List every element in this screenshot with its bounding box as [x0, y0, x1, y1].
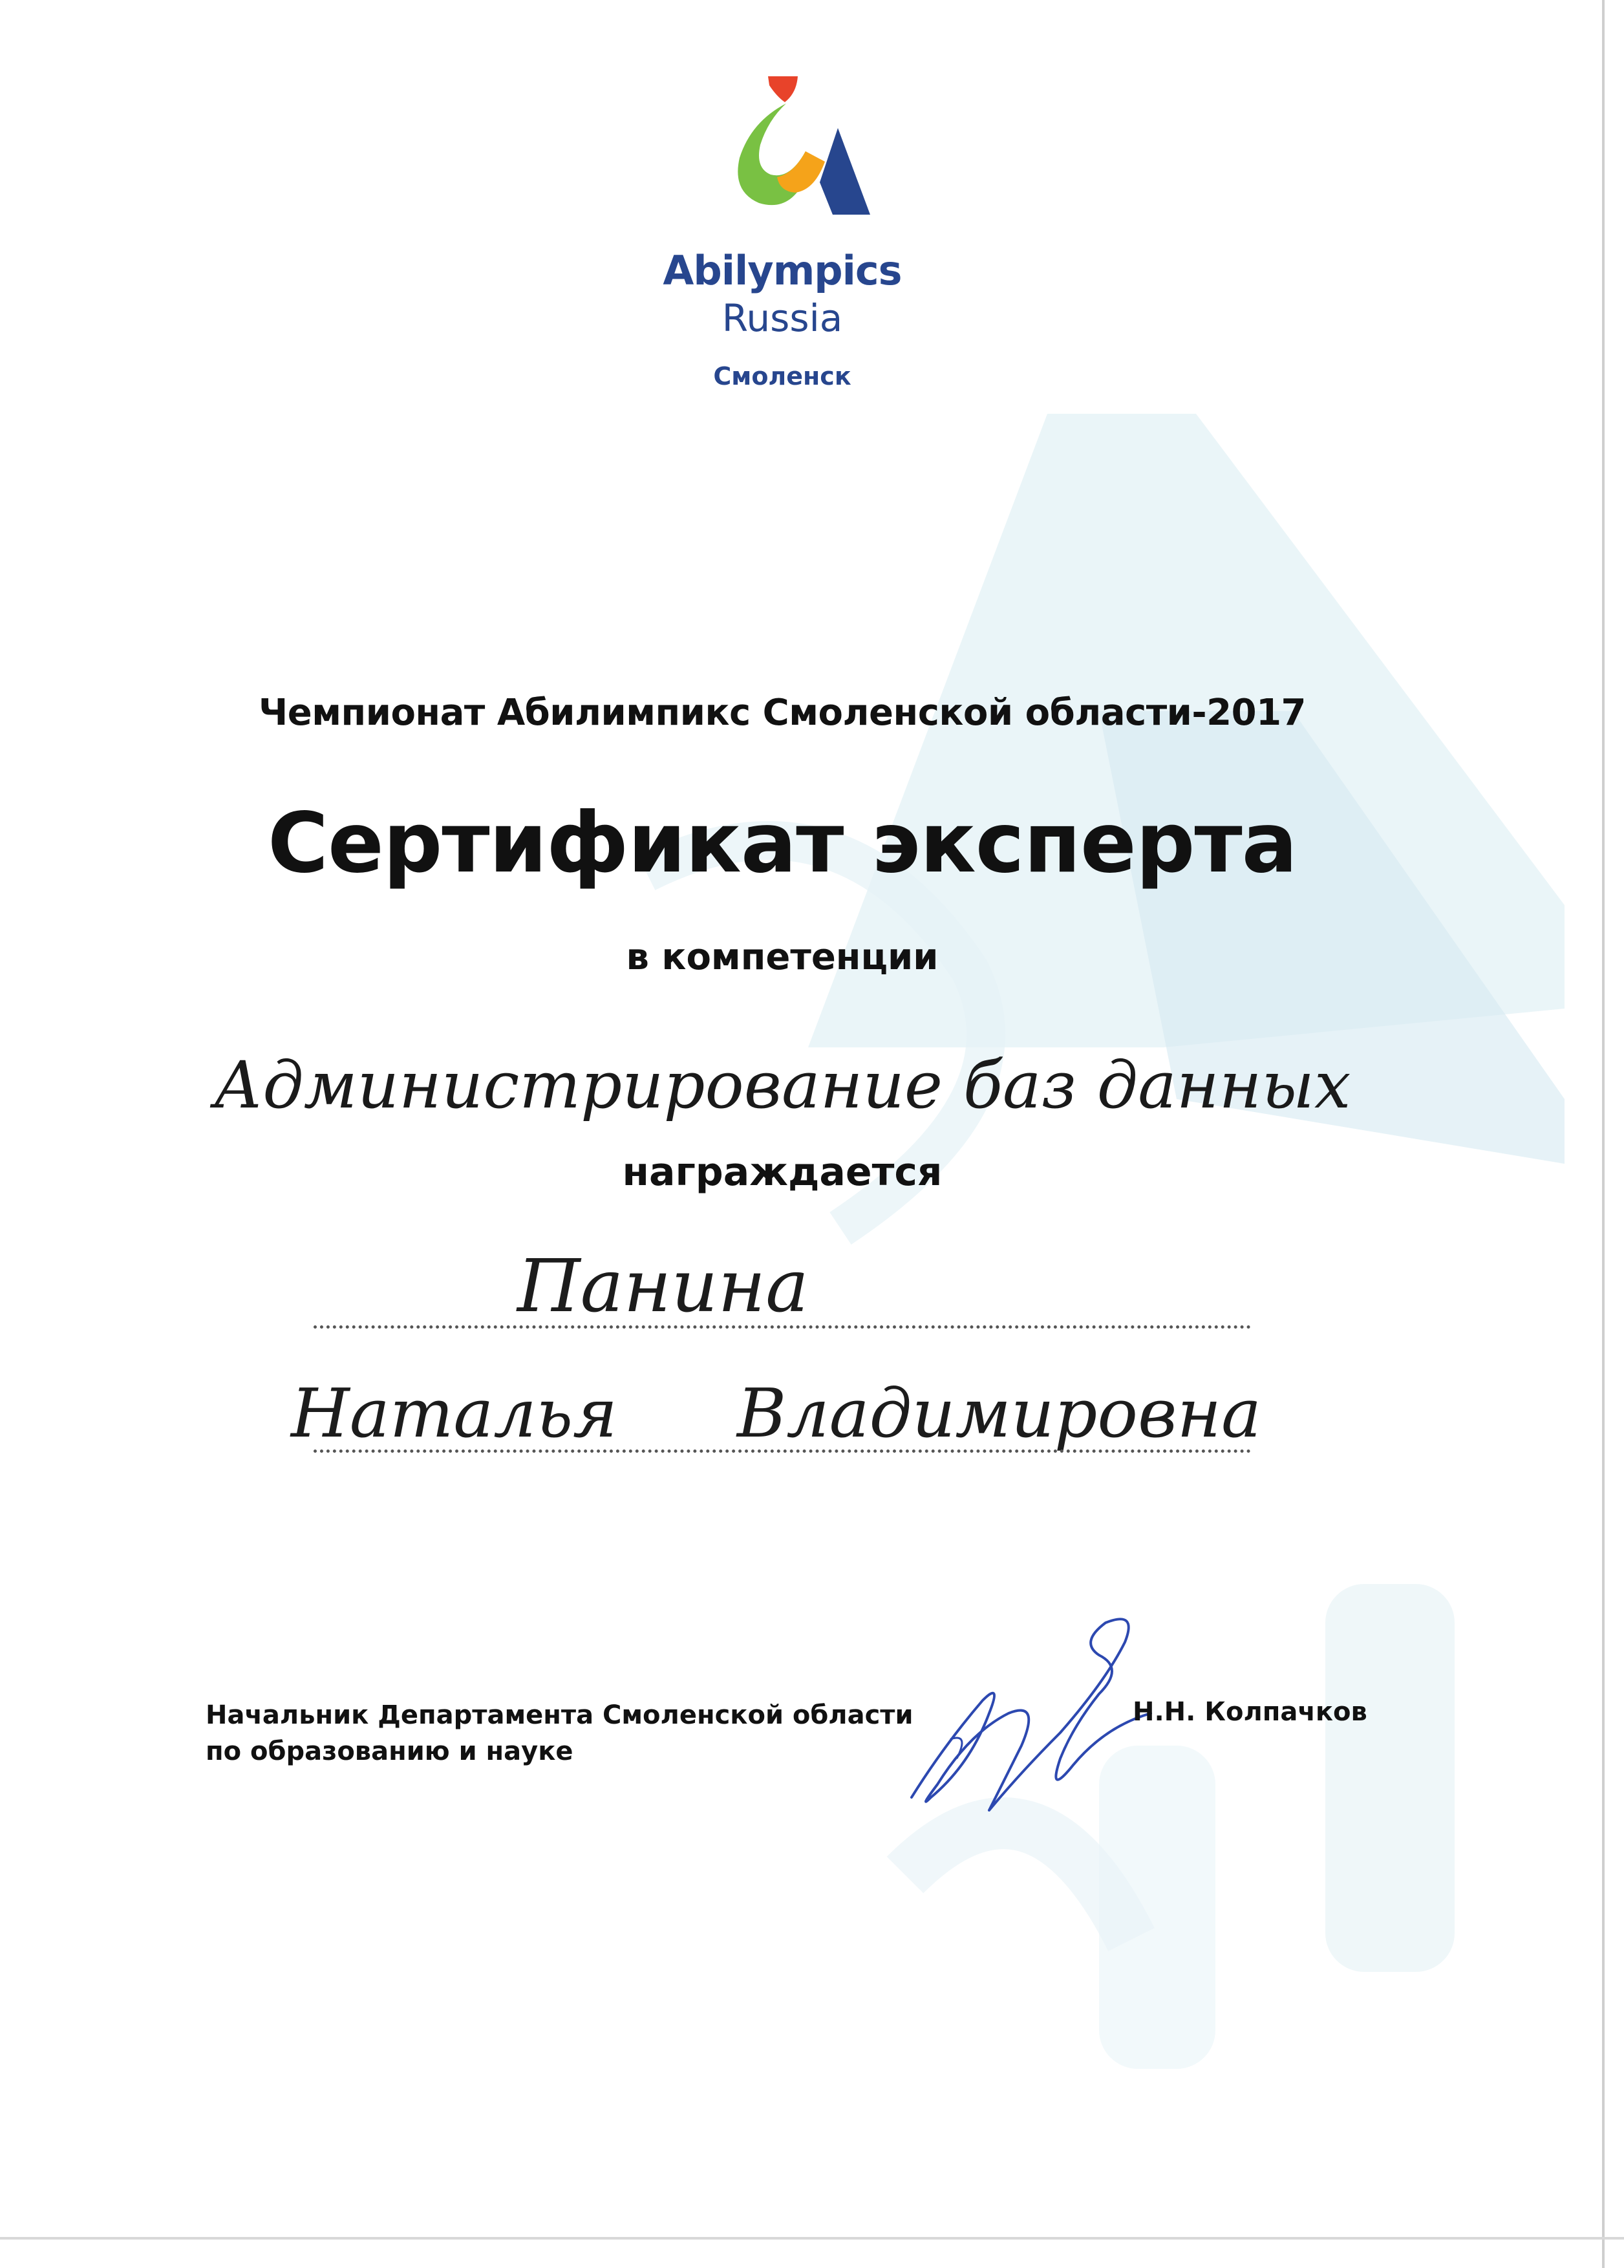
brand-city: Смоленск: [713, 362, 851, 390]
signer-position: [206, 1697, 914, 1770]
recipient-surname: Панина: [517, 1245, 809, 1329]
scan-edge-bottom: [0, 2237, 1624, 2240]
signer-position-line2: по образованию и науке: [206, 1737, 573, 1766]
championship-title: Чемпионат Абилимпикс Смоленской области-2017: [259, 692, 1306, 734]
surname-dotted-line: [314, 1325, 1251, 1329]
brand-name: Abilympics: [663, 247, 902, 294]
awarded-label: награждается: [622, 1150, 943, 1195]
signer-position-line1: Начальник Департамента Смоленской области: [206, 1700, 914, 1730]
recipient-patronymic: Владимировна: [737, 1374, 1261, 1453]
recipient-first-name: Наталья: [291, 1374, 618, 1453]
certificate-title: Сертификат эксперта: [268, 795, 1297, 892]
name-dotted-line: [314, 1450, 1251, 1453]
brand-country: Russia: [721, 296, 843, 340]
competence-name: Администрирование баз данных: [213, 1047, 1351, 1123]
in-competence-label: в компетенции: [626, 936, 939, 978]
abilympics-logo-icon: [718, 65, 873, 220]
signer-name: Н.Н. Колпачков: [1133, 1697, 1367, 1727]
scan-edge-right: [1602, 0, 1605, 2268]
